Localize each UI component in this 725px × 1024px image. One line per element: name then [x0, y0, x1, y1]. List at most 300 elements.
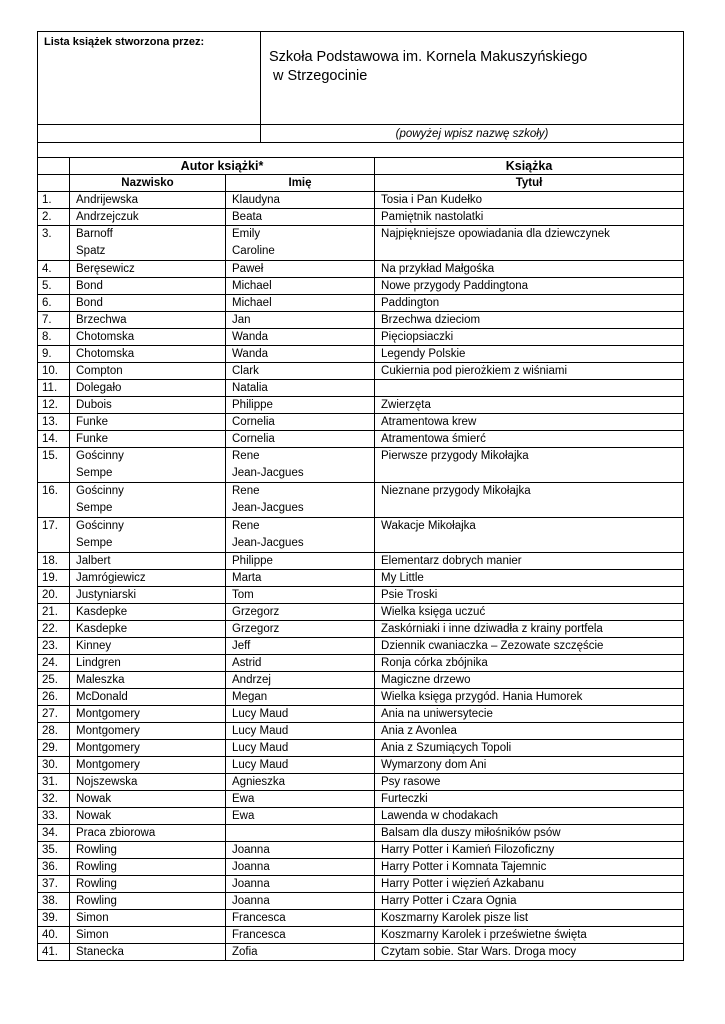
school-name [261, 32, 684, 125]
author-first-name: Agnieszka [232, 776, 286, 788]
book-title: Harry Potter i Czara Ognia [375, 893, 684, 910]
author-first-name-cell [226, 859, 375, 876]
author-surname-cell [70, 621, 226, 638]
author-first-name: Ewa [232, 810, 255, 822]
author-first-name-cell [226, 226, 375, 261]
book-title: Ania z Avonlea [375, 723, 684, 740]
author-first-name: Jan [232, 314, 251, 326]
table-row [38, 706, 684, 723]
author-first-name: Paweł [232, 263, 264, 275]
author-first-name-cell [226, 655, 375, 672]
row-number: 8. [38, 329, 70, 346]
author-first-name-cell [226, 431, 375, 448]
book-list-document [37, 31, 683, 961]
author-first-name-cell [226, 553, 375, 570]
book-title: Magiczne drzewo [375, 672, 684, 689]
table-row [38, 655, 684, 672]
author-surname-cell [70, 655, 226, 672]
author-surname-cell [70, 876, 226, 893]
author-surname: Chotomska [76, 331, 135, 343]
book-title: Brzechwa dzieciom [375, 312, 684, 329]
row-number: 22. [38, 621, 70, 638]
book-title: Koszmarny Karolek i prześwietne święta [375, 927, 684, 944]
author-surname-cell [70, 553, 226, 570]
author-first-name-cell [226, 448, 375, 483]
author-first-name: Jeff [232, 640, 251, 652]
author-first-name-cell [226, 774, 375, 791]
book-title: Elementarz dobrych manier [375, 553, 684, 570]
author-surname: Dubois [76, 399, 112, 411]
author-surname-cell [70, 278, 226, 295]
author-surname-cell [70, 927, 226, 944]
author-surname: Andrijewska [76, 194, 138, 206]
author-first-name: Andrzej [232, 674, 271, 686]
row-number: 30. [38, 757, 70, 774]
table-row [38, 312, 684, 329]
row-number: 33. [38, 808, 70, 825]
row-number: 41. [38, 944, 70, 961]
author-first-name: Grzegorz [232, 623, 280, 635]
author-first-name-cell [226, 380, 375, 397]
author-first-name: Michael [232, 297, 272, 309]
author-surname: Stanecka [76, 946, 124, 958]
surname-column-header: Nazwisko [70, 175, 226, 192]
book-title: Pierwsze przygody Mikołajka [375, 448, 684, 483]
row-number: 31. [38, 774, 70, 791]
author-first-name: Lucy Maud [232, 708, 289, 720]
first-name-column-header: Imię [226, 175, 375, 192]
row-number: 3. [38, 226, 70, 261]
author-first-name-cell [226, 363, 375, 380]
book-title: Harry Potter i Kamień Filozoficzny [375, 842, 684, 859]
author-first-name-cell [226, 893, 375, 910]
author-first-name: Astrid [232, 657, 262, 669]
author-surname: Jamrógiewicz [76, 572, 146, 584]
table-row [38, 825, 684, 842]
author-surname-cell [70, 587, 226, 604]
author-surname-cell [70, 689, 226, 706]
author-surname: Kinney [76, 640, 112, 652]
author-first-name: Rene [232, 485, 260, 497]
author-first-name-cell [226, 876, 375, 893]
table-row [38, 859, 684, 876]
table-row [38, 414, 684, 431]
book-title: Czytam sobie. Star Wars. Droga mocy [375, 944, 684, 961]
book-title: Zaskórniaki i inne dziwadła z krainy portfela [375, 621, 684, 638]
row-number: 32. [38, 791, 70, 808]
table-row [38, 226, 684, 261]
row-number: 27. [38, 706, 70, 723]
table-row [38, 483, 684, 518]
author-first-name: Clark [232, 365, 259, 377]
book-title [375, 380, 684, 397]
author-first-name: Cornelia [232, 433, 275, 445]
author-first-name-cell [226, 209, 375, 226]
author-surname-cell [70, 346, 226, 363]
author-surname-cell [70, 226, 226, 261]
row-number: 10. [38, 363, 70, 380]
author-first-name: Lucy Maud [232, 759, 289, 771]
table-row [38, 808, 684, 825]
author-surname-cell [70, 483, 226, 518]
list-created-by-label: Lista książek stworzona przez: [38, 32, 261, 125]
book-title: Nieznane przygody Mikołajka [375, 483, 684, 518]
row-number: 25. [38, 672, 70, 689]
author-first-name: Lucy Maud [232, 742, 289, 754]
author-surname: Barnoff [76, 228, 113, 240]
row-number: 34. [38, 825, 70, 842]
author-surname: Simon [76, 929, 109, 941]
group-header-blank [38, 158, 70, 175]
author-surname: Maleszka [76, 674, 125, 686]
table-row [38, 672, 684, 689]
author-surname: Bond [76, 280, 103, 292]
row-number: 13. [38, 414, 70, 431]
table-row [38, 380, 684, 397]
book-title: Koszmarny Karolek pisze list [375, 910, 684, 927]
author-first-name-cell [226, 757, 375, 774]
book-title: Ronja córka zbójnika [375, 655, 684, 672]
author-first-name-cell [226, 414, 375, 431]
author-first-name: Marta [232, 572, 262, 584]
book-title: Wakacje Mikołajka [375, 518, 684, 553]
table-row [38, 876, 684, 893]
table-row [38, 431, 684, 448]
book-title: Najpiękniejsze opowiadania dla dziewczynek [375, 226, 684, 261]
author-surname-cell [70, 414, 226, 431]
author-first-name-cell [226, 672, 375, 689]
book-title: Pamiętnik nastolatki [375, 209, 684, 226]
author-surname: Rowling [76, 844, 117, 856]
author-first-name: Joanna [232, 878, 270, 890]
row-number: 5. [38, 278, 70, 295]
table-row [38, 570, 684, 587]
author-surname: Brzechwa [76, 314, 127, 326]
author-surname-cell [70, 431, 226, 448]
author-surname: Funke [76, 416, 108, 428]
author-surname: Sempe [76, 467, 113, 479]
author-first-name-cell [226, 740, 375, 757]
row-number: 17. [38, 518, 70, 553]
author-surname-cell [70, 910, 226, 927]
author-first-name: Wanda [232, 348, 269, 360]
author-first-name: Klaudyna [232, 194, 280, 206]
author-surname-cell [70, 672, 226, 689]
row-number: 15. [38, 448, 70, 483]
author-first-name: Ewa [232, 793, 255, 805]
note-blank-cell [38, 125, 261, 143]
author-surname: Kasdepke [76, 606, 128, 618]
author-surname-cell [70, 570, 226, 587]
row-number: 35. [38, 842, 70, 859]
school-name-line-2: w Strzegocinie [273, 68, 368, 84]
table-row [38, 209, 684, 226]
author-group-header: Autor książki* [70, 158, 375, 175]
author-first-name-cell [226, 638, 375, 655]
author-surname-cell [70, 604, 226, 621]
table-row [38, 757, 684, 774]
author-first-name: Francesca [232, 912, 286, 924]
author-first-name-cell [226, 518, 375, 553]
author-surname-cell [70, 893, 226, 910]
author-surname-cell [70, 312, 226, 329]
table-row [38, 363, 684, 380]
book-title: Zwierzęta [375, 397, 684, 414]
row-number: 12. [38, 397, 70, 414]
book-title: Wielka księga przygód. Hania Humorek [375, 689, 684, 706]
table-row [38, 295, 684, 312]
book-rows [38, 192, 684, 961]
row-number: 6. [38, 295, 70, 312]
author-first-name-cell [226, 604, 375, 621]
table-row [38, 192, 684, 209]
book-title: Wielka księga uczuć [375, 604, 684, 621]
table-row [38, 723, 684, 740]
author-surname-cell [70, 380, 226, 397]
author-surname: Nowak [76, 793, 112, 805]
book-title: Legendy Polskie [375, 346, 684, 363]
author-surname-cell [70, 740, 226, 757]
author-first-name-cell [226, 312, 375, 329]
school-name-line-1: Szkoła Podstawowa im. Kornela Makuszyńskiego [269, 49, 588, 65]
table-row [38, 740, 684, 757]
author-surname: Justyniarski [76, 589, 137, 601]
author-first-name-cell [226, 570, 375, 587]
row-number: 16. [38, 483, 70, 518]
table-row [38, 346, 684, 363]
title-column-header: Tytuł [375, 175, 684, 192]
author-surname-cell [70, 808, 226, 825]
row-number: 36. [38, 859, 70, 876]
spacer-row [38, 143, 684, 158]
author-surname: Simon [76, 912, 109, 924]
table-row [38, 774, 684, 791]
author-surname: Funke [76, 433, 108, 445]
author-surname: Nowak [76, 810, 112, 822]
author-surname-cell [70, 842, 226, 859]
row-number: 11. [38, 380, 70, 397]
author-surname: Montgomery [76, 759, 140, 771]
author-surname-cell [70, 791, 226, 808]
author-first-name: Lucy Maud [232, 725, 289, 737]
book-title: Na przykład Małgośka [375, 261, 684, 278]
author-surname: Beręsewicz [76, 263, 135, 275]
author-surname: Bond [76, 297, 103, 309]
row-number: 1. [38, 192, 70, 209]
book-title: Ania z Szumiących Topoli [375, 740, 684, 757]
book-title: Atramentowa śmierć [375, 431, 684, 448]
book-title: Psy rasowe [375, 774, 684, 791]
table-row [38, 621, 684, 638]
table-row [38, 518, 684, 553]
author-surname: Sempe [76, 537, 113, 549]
author-first-name: Jean-Jacgues [232, 537, 304, 549]
author-surname: Montgomery [76, 708, 140, 720]
row-number: 28. [38, 723, 70, 740]
book-group-header: Książka [375, 158, 684, 175]
row-number: 7. [38, 312, 70, 329]
author-first-name: Joanna [232, 844, 270, 856]
author-first-name-cell [226, 791, 375, 808]
author-surname-cell [70, 944, 226, 961]
author-surname-cell [70, 757, 226, 774]
author-surname: Praca zbiorowa [76, 827, 156, 839]
author-surname-cell [70, 363, 226, 380]
author-first-name: Natalia [232, 382, 268, 394]
author-surname-cell [70, 209, 226, 226]
row-number: 21. [38, 604, 70, 621]
author-first-name: Joanna [232, 895, 270, 907]
row-number: 14. [38, 431, 70, 448]
author-surname: Andrzejczuk [76, 211, 139, 223]
author-surname: Gościnny [76, 520, 124, 532]
author-first-name-cell [226, 842, 375, 859]
author-first-name-cell [226, 689, 375, 706]
row-number: 29. [38, 740, 70, 757]
author-surname: Nojszewska [76, 776, 138, 788]
book-title: Tosia i Pan Kudełko [375, 192, 684, 209]
author-first-name-cell [226, 808, 375, 825]
author-surname: Kasdepke [76, 623, 128, 635]
author-first-name-cell [226, 346, 375, 363]
row-number: 2. [38, 209, 70, 226]
book-title: Balsam dla duszy miłośników psów [375, 825, 684, 842]
table-row [38, 910, 684, 927]
table-row [38, 638, 684, 655]
row-number: 19. [38, 570, 70, 587]
table-row [38, 261, 684, 278]
author-first-name: Cornelia [232, 416, 275, 428]
author-first-name-cell [226, 278, 375, 295]
author-surname-cell [70, 518, 226, 553]
author-first-name: Rene [232, 450, 260, 462]
author-surname-cell [70, 859, 226, 876]
author-first-name: Philippe [232, 399, 273, 411]
author-first-name-cell [226, 397, 375, 414]
row-number: 4. [38, 261, 70, 278]
author-first-name: Jean-Jacgues [232, 467, 304, 479]
author-surname-cell [70, 706, 226, 723]
author-first-name-cell [226, 261, 375, 278]
author-surname-cell [70, 774, 226, 791]
author-first-name: Joanna [232, 861, 270, 873]
table-row [38, 604, 684, 621]
author-first-name: Caroline [232, 245, 275, 257]
author-surname: Jalbert [76, 555, 111, 567]
book-title: Atramentowa krew [375, 414, 684, 431]
book-title: Lawenda w chodakach [375, 808, 684, 825]
table-row [38, 842, 684, 859]
author-first-name-cell [226, 910, 375, 927]
book-title: Pięciopsiaczki [375, 329, 684, 346]
header-table [37, 31, 684, 158]
row-number: 20. [38, 587, 70, 604]
author-first-name: Jean-Jacgues [232, 502, 304, 514]
book-title: Psie Troski [375, 587, 684, 604]
author-surname: Lindgren [76, 657, 121, 669]
author-first-name: Michael [232, 280, 272, 292]
author-first-name-cell [226, 295, 375, 312]
book-title: Wymarzony dom Ani [375, 757, 684, 774]
table-row [38, 553, 684, 570]
author-surname-cell [70, 295, 226, 312]
table-row [38, 791, 684, 808]
row-number: 9. [38, 346, 70, 363]
author-first-name: Rene [232, 520, 260, 532]
author-surname: Spatz [76, 245, 106, 257]
book-title: Cukiernia pod pierożkiem z wiśniami [375, 363, 684, 380]
row-number: 24. [38, 655, 70, 672]
book-title: Harry Potter i więzień Azkabanu [375, 876, 684, 893]
table-row [38, 944, 684, 961]
book-title: Furteczki [375, 791, 684, 808]
author-first-name: Francesca [232, 929, 286, 941]
author-first-name: Beata [232, 211, 263, 223]
book-title: My Little [375, 570, 684, 587]
book-table [37, 157, 684, 961]
author-surname-cell [70, 825, 226, 842]
row-number: 37. [38, 876, 70, 893]
author-surname-cell [70, 261, 226, 278]
book-title: Paddington [375, 295, 684, 312]
author-first-name-cell [226, 192, 375, 209]
author-first-name-cell [226, 587, 375, 604]
author-first-name: Megan [232, 691, 268, 703]
book-title: Ania na uniwersytecie [375, 706, 684, 723]
row-number: 38. [38, 893, 70, 910]
table-row [38, 329, 684, 346]
author-surname: Dolegało [76, 382, 122, 394]
author-first-name-cell [226, 723, 375, 740]
number-column-header [38, 175, 70, 192]
author-first-name: Grzegorz [232, 606, 280, 618]
author-first-name: Zofia [232, 946, 258, 958]
author-first-name: Wanda [232, 331, 269, 343]
author-surname: Gościnny [76, 485, 124, 497]
author-surname: Sempe [76, 502, 113, 514]
row-number: 39. [38, 910, 70, 927]
row-number: 40. [38, 927, 70, 944]
author-first-name-cell [226, 621, 375, 638]
author-surname-cell [70, 397, 226, 414]
author-first-name-cell [226, 927, 375, 944]
author-surname-cell [70, 723, 226, 740]
author-surname: McDonald [76, 691, 128, 703]
author-surname-cell [70, 638, 226, 655]
table-row [38, 893, 684, 910]
row-number: 23. [38, 638, 70, 655]
table-row [38, 448, 684, 483]
author-surname: Rowling [76, 861, 117, 873]
author-surname: Chotomska [76, 348, 135, 360]
author-first-name: Tom [232, 589, 254, 601]
table-row [38, 278, 684, 295]
author-surname: Montgomery [76, 742, 140, 754]
author-surname: Compton [76, 365, 123, 377]
row-number: 26. [38, 689, 70, 706]
table-row [38, 927, 684, 944]
author-first-name-cell [226, 329, 375, 346]
author-first-name-cell [226, 706, 375, 723]
book-title: Dziennik cwaniaczka – Zezowate szczęście [375, 638, 684, 655]
table-row [38, 689, 684, 706]
table-row [38, 397, 684, 414]
row-number: 18. [38, 553, 70, 570]
author-first-name-cell [226, 944, 375, 961]
author-surname: Montgomery [76, 725, 140, 737]
author-surname-cell [70, 192, 226, 209]
school-name-note: (powyżej wpisz nazwę szkoły) [261, 125, 684, 143]
